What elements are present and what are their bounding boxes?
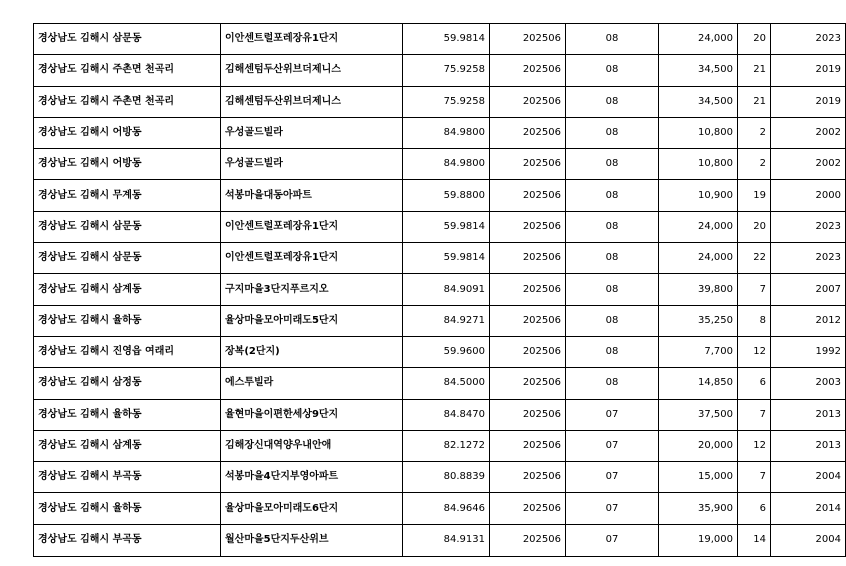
table-row <box>34 430 846 461</box>
table-row <box>34 368 846 399</box>
price-cell: 34,500 <box>659 55 738 86</box>
contract-month-cell: 202506 <box>490 274 566 305</box>
table-row <box>34 493 846 524</box>
area-cell: 59.9600 <box>403 336 490 367</box>
contract-month-cell: 202506 <box>490 430 566 461</box>
build-year-cell: 2002 <box>771 117 846 148</box>
build-year-cell: 2004 <box>771 524 846 556</box>
area-cell: 84.9800 <box>403 149 490 180</box>
complex-name-cell: 김해센텀두산위브더제니스 <box>221 86 403 117</box>
complex-name-cell: 구지마을3단지푸르지오 <box>221 274 403 305</box>
build-year-cell: 2019 <box>771 86 846 117</box>
area-cell: 84.9800 <box>403 117 490 148</box>
floor-cell: 7 <box>738 462 771 493</box>
complex-name-cell: 김해센텀두산위브더제니스 <box>221 55 403 86</box>
region-cell: 경상남도 김해시 어방동 <box>34 149 221 180</box>
build-year-cell: 2007 <box>771 274 846 305</box>
complex-name-cell: 이안센트럴포레장유1단지 <box>221 24 403 55</box>
complex-name-cell: 율현마을이편한세상9단지 <box>221 399 403 430</box>
complex-name-cell: 석봉마을대동아파트 <box>221 180 403 211</box>
price-cell: 39,800 <box>659 274 738 305</box>
floor-cell: 21 <box>738 86 771 117</box>
contract-month-cell: 202506 <box>490 149 566 180</box>
price-cell: 37,500 <box>659 399 738 430</box>
build-year-cell: 1992 <box>771 336 846 367</box>
region-cell: 경상남도 김해시 율하동 <box>34 305 221 336</box>
table-row <box>34 243 846 274</box>
floor-cell: 14 <box>738 524 771 556</box>
area-cell: 75.9258 <box>403 86 490 117</box>
build-year-cell: 2013 <box>771 399 846 430</box>
area-cell: 84.9091 <box>403 274 490 305</box>
area-cell: 84.8470 <box>403 399 490 430</box>
price-cell: 10,800 <box>659 117 738 148</box>
area-cell: 59.8800 <box>403 180 490 211</box>
floor-cell: 7 <box>738 399 771 430</box>
area-cell: 82.1272 <box>403 430 490 461</box>
contract-day-cell: 08 <box>566 336 659 367</box>
floor-cell: 19 <box>738 180 771 211</box>
region-cell: 경상남도 김해시 주촌면 천곡리 <box>34 55 221 86</box>
region-cell: 경상남도 김해시 부곡동 <box>34 462 221 493</box>
floor-cell: 6 <box>738 493 771 524</box>
contract-day-cell: 08 <box>566 55 659 86</box>
price-cell: 35,250 <box>659 305 738 336</box>
floor-cell: 12 <box>738 430 771 461</box>
contract-month-cell: 202506 <box>490 55 566 86</box>
area-cell: 84.9271 <box>403 305 490 336</box>
table-row <box>34 55 846 86</box>
complex-name-cell: 장복(2단지) <box>221 336 403 367</box>
floor-cell: 2 <box>738 149 771 180</box>
transaction-table <box>33 23 846 557</box>
contract-month-cell: 202506 <box>490 493 566 524</box>
area-cell: 59.9814 <box>403 211 490 242</box>
table-row <box>34 462 846 493</box>
table-row <box>34 274 846 305</box>
floor-cell: 20 <box>738 24 771 55</box>
table-body <box>34 24 846 557</box>
region-cell: 경상남도 김해시 어방동 <box>34 117 221 148</box>
contract-month-cell: 202506 <box>490 524 566 556</box>
area-cell: 84.5000 <box>403 368 490 399</box>
floor-cell: 2 <box>738 117 771 148</box>
table-row <box>34 524 846 556</box>
build-year-cell: 2004 <box>771 462 846 493</box>
contract-day-cell: 08 <box>566 274 659 305</box>
region-cell: 경상남도 김해시 삼문동 <box>34 243 221 274</box>
price-cell: 10,800 <box>659 149 738 180</box>
contract-month-cell: 202506 <box>490 462 566 493</box>
contract-day-cell: 08 <box>566 117 659 148</box>
region-cell: 경상남도 김해시 무계동 <box>34 180 221 211</box>
contract-day-cell: 07 <box>566 399 659 430</box>
region-cell: 경상남도 김해시 율하동 <box>34 493 221 524</box>
build-year-cell: 2023 <box>771 211 846 242</box>
contract-month-cell: 202506 <box>490 368 566 399</box>
price-cell: 20,000 <box>659 430 738 461</box>
table-row <box>34 211 846 242</box>
region-cell: 경상남도 김해시 진영읍 여래리 <box>34 336 221 367</box>
area-cell: 84.9646 <box>403 493 490 524</box>
table-row <box>34 180 846 211</box>
price-cell: 34,500 <box>659 86 738 117</box>
build-year-cell: 2003 <box>771 368 846 399</box>
region-cell: 경상남도 김해시 부곡동 <box>34 524 221 556</box>
price-cell: 10,900 <box>659 180 738 211</box>
floor-cell: 6 <box>738 368 771 399</box>
build-year-cell: 2023 <box>771 24 846 55</box>
build-year-cell: 2023 <box>771 243 846 274</box>
contract-month-cell: 202506 <box>490 336 566 367</box>
contract-day-cell: 08 <box>566 86 659 117</box>
region-cell: 경상남도 김해시 주촌면 천곡리 <box>34 86 221 117</box>
price-cell: 35,900 <box>659 493 738 524</box>
complex-name-cell: 김해장신대역양우내안애 <box>221 430 403 461</box>
contract-day-cell: 07 <box>566 462 659 493</box>
price-cell: 15,000 <box>659 462 738 493</box>
complex-name-cell: 석봉마을4단지부영아파트 <box>221 462 403 493</box>
region-cell: 경상남도 김해시 삼계동 <box>34 274 221 305</box>
price-cell: 24,000 <box>659 211 738 242</box>
table-row <box>34 117 846 148</box>
contract-day-cell: 08 <box>566 149 659 180</box>
contract-day-cell: 07 <box>566 524 659 556</box>
contract-day-cell: 08 <box>566 305 659 336</box>
contract-month-cell: 202506 <box>490 243 566 274</box>
contract-month-cell: 202506 <box>490 180 566 211</box>
complex-name-cell: 에스투빌라 <box>221 368 403 399</box>
build-year-cell: 2000 <box>771 180 846 211</box>
floor-cell: 21 <box>738 55 771 86</box>
contract-day-cell: 07 <box>566 430 659 461</box>
price-cell: 24,000 <box>659 243 738 274</box>
region-cell: 경상남도 김해시 삼문동 <box>34 24 221 55</box>
complex-name-cell: 율상마을모아미래도6단지 <box>221 493 403 524</box>
build-year-cell: 2002 <box>771 149 846 180</box>
floor-cell: 22 <box>738 243 771 274</box>
region-cell: 경상남도 김해시 삼문동 <box>34 211 221 242</box>
complex-name-cell: 우성골드빌라 <box>221 149 403 180</box>
floor-cell: 8 <box>738 305 771 336</box>
price-cell: 14,850 <box>659 368 738 399</box>
contract-day-cell: 08 <box>566 180 659 211</box>
floor-cell: 7 <box>738 274 771 305</box>
price-cell: 19,000 <box>659 524 738 556</box>
table-row <box>34 399 846 430</box>
price-cell: 24,000 <box>659 24 738 55</box>
region-cell: 경상남도 김해시 삼정동 <box>34 368 221 399</box>
build-year-cell: 2013 <box>771 430 846 461</box>
contract-month-cell: 202506 <box>490 24 566 55</box>
contract-month-cell: 202506 <box>490 86 566 117</box>
complex-name-cell: 율상마을모아미래도5단지 <box>221 305 403 336</box>
table-row <box>34 149 846 180</box>
complex-name-cell: 이안센트럴포레장유1단지 <box>221 211 403 242</box>
contract-day-cell: 08 <box>566 368 659 399</box>
floor-cell: 12 <box>738 336 771 367</box>
contract-day-cell: 08 <box>566 24 659 55</box>
table-row <box>34 305 846 336</box>
price-cell: 7,700 <box>659 336 738 367</box>
table-row <box>34 86 846 117</box>
table-row <box>34 24 846 55</box>
contract-month-cell: 202506 <box>490 211 566 242</box>
contract-day-cell: 08 <box>566 211 659 242</box>
build-year-cell: 2014 <box>771 493 846 524</box>
area-cell: 59.9814 <box>403 243 490 274</box>
contract-day-cell: 08 <box>566 243 659 274</box>
area-cell: 75.9258 <box>403 55 490 86</box>
complex-name-cell: 이안센트럴포레장유1단지 <box>221 243 403 274</box>
area-cell: 59.9814 <box>403 24 490 55</box>
table-row <box>34 336 846 367</box>
complex-name-cell: 월산마을5단지두산위브 <box>221 524 403 556</box>
contract-month-cell: 202506 <box>490 399 566 430</box>
floor-cell: 20 <box>738 211 771 242</box>
complex-name-cell: 우성골드빌라 <box>221 117 403 148</box>
area-cell: 84.9131 <box>403 524 490 556</box>
region-cell: 경상남도 김해시 삼계동 <box>34 430 221 461</box>
area-cell: 80.8839 <box>403 462 490 493</box>
region-cell: 경상남도 김해시 율하동 <box>34 399 221 430</box>
contract-month-cell: 202506 <box>490 117 566 148</box>
build-year-cell: 2019 <box>771 55 846 86</box>
contract-month-cell: 202506 <box>490 305 566 336</box>
contract-day-cell: 07 <box>566 493 659 524</box>
build-year-cell: 2012 <box>771 305 846 336</box>
